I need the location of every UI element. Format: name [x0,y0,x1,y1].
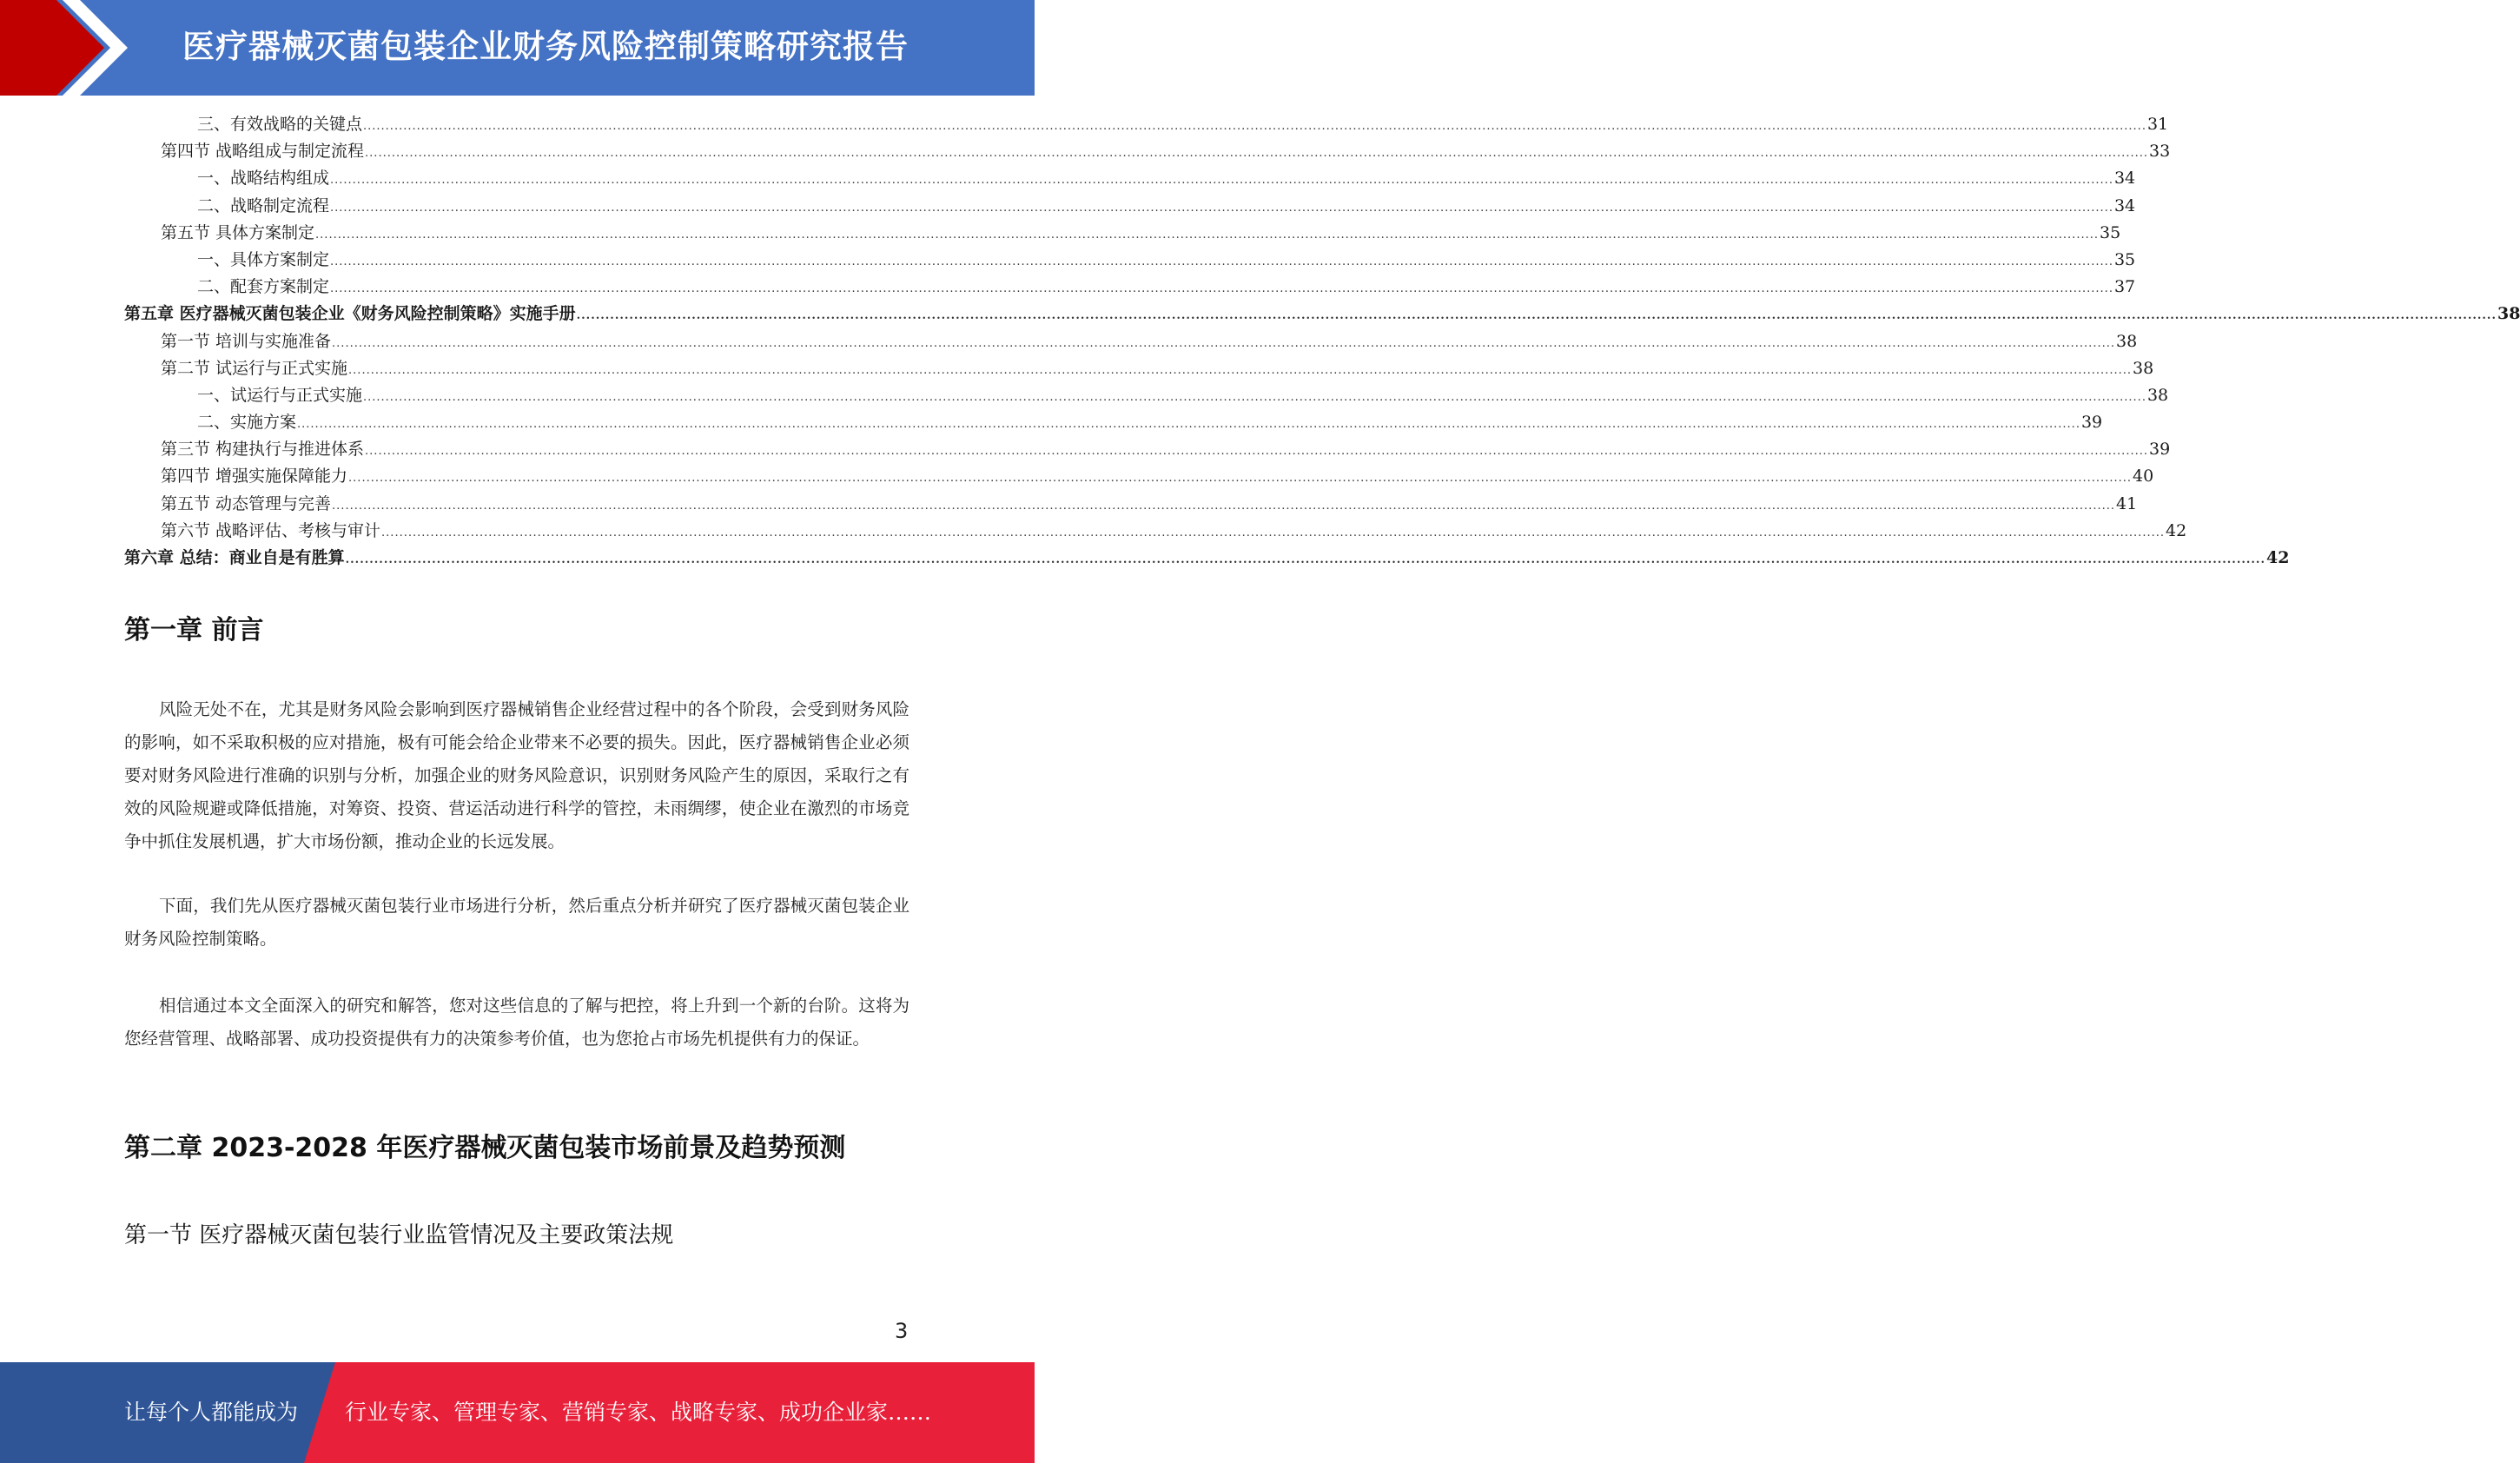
toc-entry[interactable] [124,193,2136,220]
toc-entry-title: 第六章 总结：商业自是有胜算 [124,548,345,567]
toc-entry-title: 三、有效战略的关键点 [197,115,363,134]
paragraph-1: 风险无处不在，尤其是财务风险会影响到医疗器械销售企业经营过程中的各个阶段，会受到财务风险的影响，如不采取积极的应对措施，极有可能会给企业带来不必要的损失。因此，医疗器械销售企业必须要对财务风险进行准确的识别与分析，加强企业的财务风险意识，识别财务风险产生的原因，采取行之有效的风险规避或降低措施，对筹资、投资、营运活动进行科学的管控，未雨绸缪，使企业在激烈的市场竞争中抓住发展机遇，扩大市场份额，推动企业的长远发展。 [124,699,909,851]
toc-entry[interactable] [124,328,2138,355]
toc-entry[interactable] [124,355,2154,382]
toc-entry[interactable] [124,138,2171,165]
toc-entry[interactable] [124,463,2154,490]
toc-entry-page: 42 [2265,548,2290,567]
toc-entry[interactable] [124,545,2290,572]
toc-entry-page: 38 [2146,385,2169,405]
toc-entry-title: 二、配套方案制定 [197,277,330,297]
toc-entry-page: 35 [2113,249,2136,269]
toc-entry-page: 38 [2497,304,2520,324]
toc-entry-page: 34 [2113,195,2136,215]
toc-dot-leader: ................................................................................................................................................................................................................................................................................................................................................................................................................ [365,445,2148,459]
toc-dot-leader: ................................................................................................................................................................................................................................................................................................................................................................................................................ [332,336,2115,350]
toc-entry[interactable] [124,220,2121,247]
toc-entry[interactable] [124,436,2171,463]
toc-entry-title: 第五节 具体方案制定 [161,222,315,242]
toc-dot-leader: ................................................................................................................................................................................................................................................................................................................................................................................................................ [330,174,2113,188]
toc-entry-title: 第二节 试运行与正式实施 [161,358,348,378]
toc-dot-leader: ................................................................................................................................................................................................................................................................................................................................................................................................................ [345,553,2265,566]
toc-entry-title: 一、具体方案制定 [197,249,330,269]
toc-dot-leader: ................................................................................................................................................................................................................................................................................................................................................................................................................ [381,526,2165,540]
page-number: 3 [895,1319,909,1343]
toc-entry[interactable] [124,301,2520,328]
toc-entry[interactable] [124,382,2169,409]
header-chevron-decoration [0,0,139,96]
toc-entry[interactable] [124,111,2169,138]
toc-entry-title: 第五节 动态管理与完善 [161,493,332,513]
toc-dot-leader: ................................................................................................................................................................................................................................................................................................................................................................................................................ [576,309,2497,323]
toc-entry-page: 33 [2148,142,2171,162]
toc-entry-title: 第四节 增强实施保障能力 [161,467,348,487]
toc-entry-page: 41 [2115,493,2138,513]
toc-entry[interactable] [124,491,2138,518]
toc-entry-title: 第一节 培训与实施准备 [161,331,332,351]
paragraph-3: 相信通过本文全面深入的研究和解答，您对这些信息的了解与把控，将上升到一个新的台阶。这将为您经营管理、战略部署、成功投资提供有力的决策参考价值，也为您抢占市场先机提供有力的保证。 [124,996,909,1049]
page-header [0,0,1035,96]
toc-entry-page: 31 [2146,115,2169,134]
toc-dot-leader: ................................................................................................................................................................................................................................................................................................................................................................................................................ [365,147,2148,161]
toc-entry-page: 34 [2113,169,2136,189]
toc-entry-title: 第三节 构建执行与推进体系 [161,440,365,460]
toc-dot-leader: ................................................................................................................................................................................................................................................................................................................................................................................................................ [330,255,2113,268]
toc-entry[interactable] [124,518,2187,545]
chapter-1-heading: 第一章 前言 [124,615,264,645]
toc-entry-title: 二、实施方案 [197,413,297,433]
toc-dot-leader: ................................................................................................................................................................................................................................................................................................................................................................................................................ [315,228,2099,242]
toc-entry-title: 第六节 战略评估、考核与审计 [161,520,381,540]
paragraph-2: 下面，我们先从医疗器械灭菌包装行业市场进行分析，然后重点分析并研究了医疗器械灭菌包装企业财务风险控制策略。 [124,896,909,949]
report-title: 医疗器械灭菌包装企业财务风险控制策略研究报告 [182,28,909,65]
toc-dot-leader: ................................................................................................................................................................................................................................................................................................................................................................................................................ [297,418,2080,432]
toc-entry-title: 第四节 战略组成与制定流程 [161,142,365,162]
toc-entry-title: 第五章 医疗器械灭菌包装企业《财务风险控制策略》实施手册 [124,304,576,324]
toc-dot-leader: ................................................................................................................................................................................................................................................................................................................................................................................................................ [332,499,2115,513]
toc-entry[interactable] [124,409,2103,436]
toc-entry-page: 39 [2080,413,2103,433]
toc-dot-leader: ................................................................................................................................................................................................................................................................................................................................................................................................................ [348,472,2132,486]
toc-entry-page: 39 [2148,440,2171,460]
toc-dot-leader: ................................................................................................................................................................................................................................................................................................................................................................................................................ [363,390,2146,404]
toc-entry-page: 37 [2113,277,2136,297]
toc-dot-leader: ................................................................................................................................................................................................................................................................................................................................................................................................................ [363,120,2146,133]
toc-dot-leader: ................................................................................................................................................................................................................................................................................................................................................................................................................ [348,363,2132,377]
toc-entry-page: 42 [2165,520,2187,540]
toc-entry-title: 一、试运行与正式实施 [197,385,363,405]
chapter-2-heading: 第二章 2023-2028 年医疗器械灭菌包装市场前景及趋势预测 [124,1133,846,1163]
toc-dot-leader: ................................................................................................................................................................................................................................................................................................................................................................................................................ [330,282,2113,296]
table-of-contents [124,111,2520,572]
toc-entry-title: 二、战略制定流程 [197,195,330,215]
toc-dot-leader: ................................................................................................................................................................................................................................................................................................................................................................................................................ [330,201,2113,215]
toc-entry-page: 38 [2115,331,2138,351]
toc-entry[interactable] [124,274,2136,301]
toc-entry-title: 一、战略结构组成 [197,169,330,189]
toc-entry[interactable] [124,247,2136,274]
toc-entry-page: 40 [2132,467,2154,487]
footer-slogan-right: 行业专家、管理专家、营销专家、战略专家、成功企业家…… [345,1400,932,1425]
page-footer [0,1362,1035,1463]
toc-entry[interactable] [124,165,2136,192]
footer-slogan-left: 让每个人都能成为 [124,1400,299,1425]
section-1-heading: 第一节 医疗器械灭菌包装行业监管情况及主要政策法规 [124,1222,674,1248]
toc-entry-page: 35 [2099,222,2121,242]
toc-entry-page: 38 [2132,358,2154,378]
